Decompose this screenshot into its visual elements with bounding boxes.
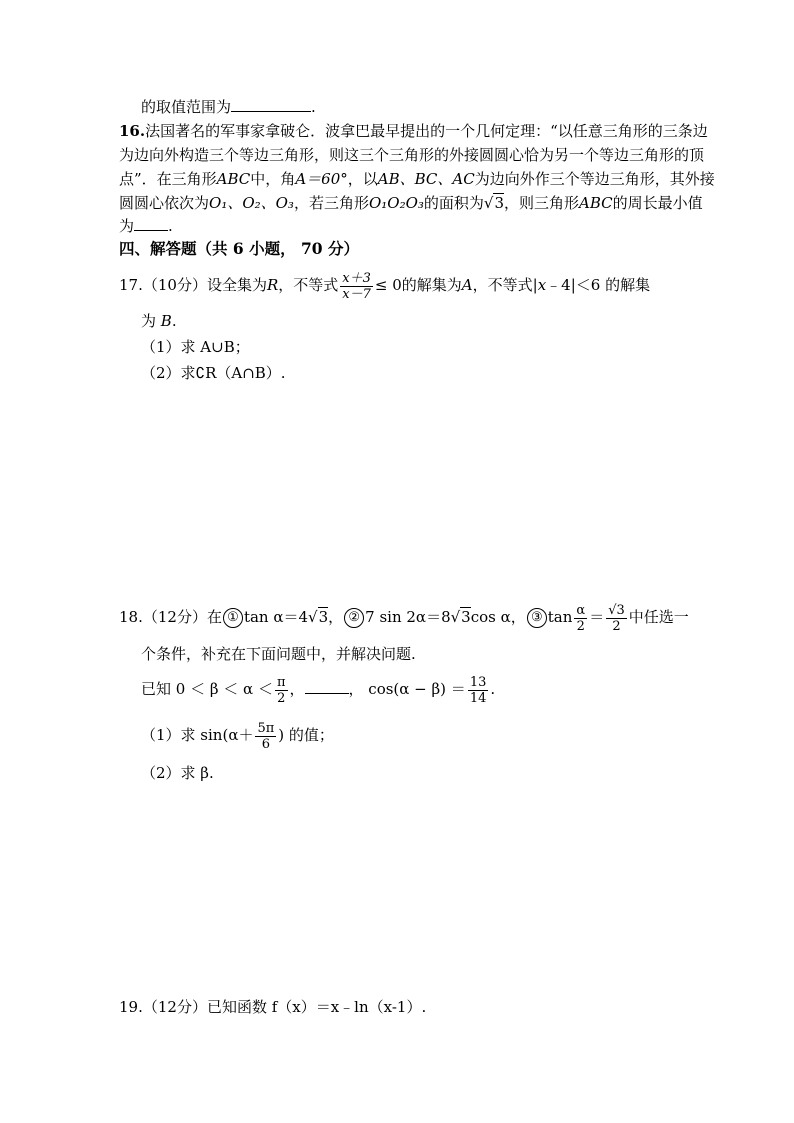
option-1-marker: ① — [223, 608, 243, 628]
section-heading: 四、解答题（共 6 小题， 70 分） — [119, 239, 359, 258]
q17-line-1: 17.（10分）设全集为R，不等式 $\frac{x+3}{x-7}$ ≤ 0的解集为A，不等式|x﹣4|＜6 的解集 — [119, 270, 651, 302]
q17-part-1: （1）求 A∪B； — [141, 338, 250, 356]
question-number: 16. — [119, 122, 146, 140]
q16-line-5: 为 . — [119, 217, 173, 235]
q15-tail-text: 的取值范围为 — [141, 98, 232, 116]
q18-line-1: 18.（12分）在 ① tan α＝4√3， ② 7 sin 2α＝8√3cos α， ③ tan $\frac{\alpha}{2}$ ＝ $\frac{√3}{2}$ 中任选一 — [119, 602, 689, 634]
q17-line-2: 为 B. — [141, 312, 177, 330]
sqrt-symbol: √3 — [483, 194, 505, 212]
option-3-marker: ③ — [527, 608, 547, 628]
answer-blank — [231, 96, 311, 112]
q17-part-2: （2）求∁R（A∩B）. — [141, 364, 286, 382]
answer-blank — [134, 215, 168, 231]
option-2-marker: ② — [344, 608, 364, 628]
q16-line-3: 点”．在三角形ABC中，角A＝60°，以AB、BC、AC为边向外作三个等边三角形，其外接 — [119, 170, 715, 188]
q16-line-1: 16.法国著名的军事家拿破仑．波拿巴最早提出的一个几何定理：“以任意三角形的三条边 — [119, 122, 708, 140]
q18-part-1: （1）求 sin(α＋ $\frac{5\pi}{6}$ ) 的值； — [141, 720, 334, 752]
q18-line-3: 已知 0 ＜ β ＜ α ＜ $\frac{\pi}{2}$ ， ， cos(α − β) ＝ $\frac{13}{14}$ . — [141, 674, 496, 706]
q16-line-4: 圆圆心依次为O₁、O₂、O₃，若三角形O₁O₂O₃的面积为√3，则三角形ABC的周长最小值 — [119, 194, 703, 212]
q15-tail-line: 的取值范围为 . — [141, 98, 316, 116]
condition-blank — [305, 678, 349, 694]
q16-line-2: 为边向外构造三个等边三角形，则这三个三角形的外接圆圆心恰为另一个等边三角形的顶 — [119, 146, 705, 164]
q18-part-2: （2）求 β. — [141, 764, 214, 782]
q18-line-2: 个条件，补充在下面问题中，并解决问题. — [141, 645, 416, 663]
q19-line-1: 19.（12分）已知函数 f（x）＝x﹣ln（x-1）. — [119, 998, 427, 1016]
q17-fraction: $\frac{x+3}{x-7}$ — [342, 270, 371, 302]
